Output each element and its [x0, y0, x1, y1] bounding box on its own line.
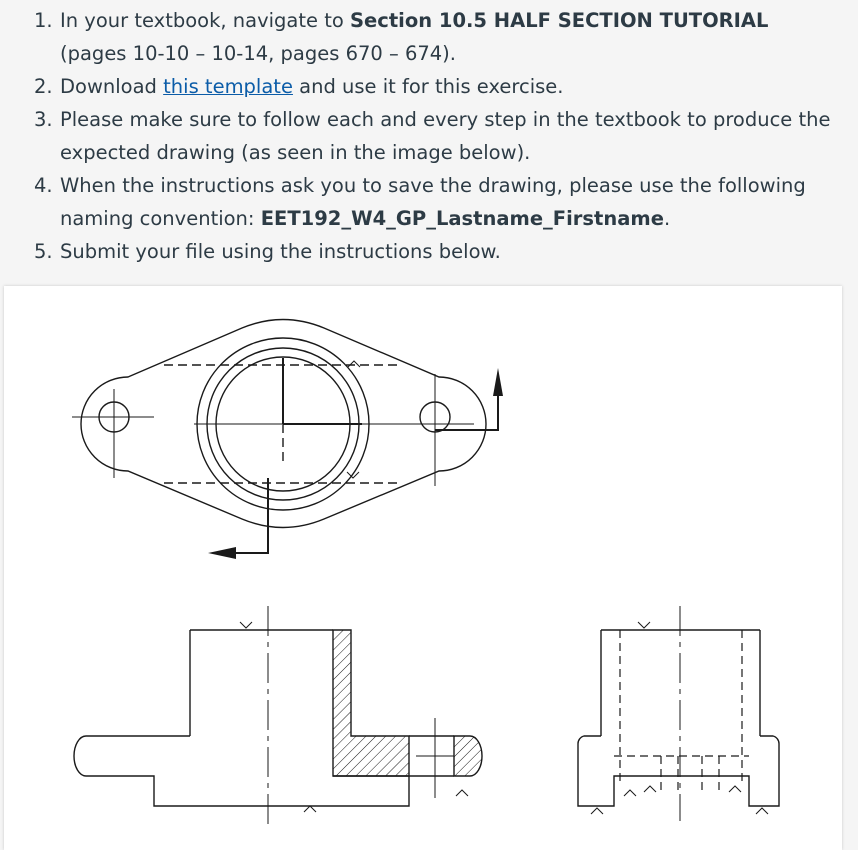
cutting-plane-bottom [232, 478, 268, 553]
instruction-list [34, 4, 834, 268]
instruction-item-5 [34, 235, 834, 268]
step-number: 2. [34, 75, 53, 98]
arrow-up [493, 368, 503, 396]
step-number: 5. [34, 240, 53, 263]
instruction-item-2 [34, 70, 834, 103]
instruction-item-1 [34, 4, 834, 70]
instruction-item-4 [34, 169, 834, 235]
section-title: Section 10.5 HALF SECTION TUTORIAL [349, 9, 769, 32]
front-view [74, 606, 482, 826]
naming-convention: EET192_W4_GP_Lastname_Firstname [260, 207, 664, 230]
section-hatch [333, 630, 409, 776]
instruction-item-3 [34, 103, 834, 169]
top-view [72, 320, 503, 560]
step-number: 1. [34, 9, 53, 32]
section-hatch-lug [454, 736, 482, 776]
expected-drawing-image [4, 286, 842, 850]
step-text: Submit your file using the instructions below. [60, 240, 501, 263]
step-number: 4. [34, 174, 53, 197]
step-text: In your textbook, navigate to Section 10.5 HALF SECTION TUTORIAL (pages 10-10 – 10-14, pages 670 – 674). [60, 9, 769, 65]
half-section-drawing [4, 286, 842, 850]
step-text: Please make sure to follow each and every step in the textbook to produce the expected drawing (as seen in the image below). [60, 108, 831, 164]
step-number: 3. [34, 108, 53, 131]
step-text: When the instructions ask you to save the drawing, please use the following naming convention: EET192_W4_GP_Lastname_Firstname. [60, 174, 806, 230]
arrow-left [208, 547, 236, 559]
cutting-plane-right [435, 396, 498, 430]
step-text: Download this template and use it for this exercise. [60, 75, 564, 98]
side-view [578, 606, 779, 821]
template-link[interactable]: this template [163, 75, 293, 98]
